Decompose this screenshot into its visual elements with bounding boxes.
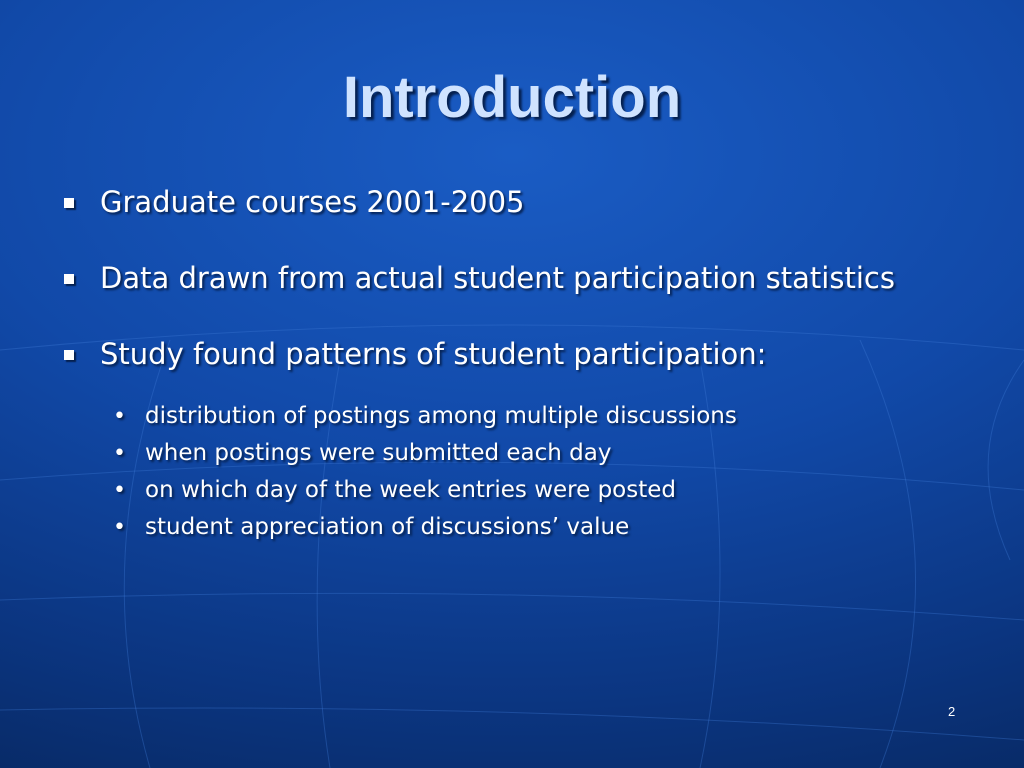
square-bullet-icon xyxy=(58,260,100,298)
bullet-text: Graduate courses 2001-2005 xyxy=(100,185,525,219)
bullet-text: Study found patterns of student participation: xyxy=(100,337,767,371)
sub-bullet-text: when postings were submitted each day xyxy=(145,440,612,466)
bullet-item xyxy=(58,184,958,222)
sub-bullet-text: student appreciation of discussions’ value xyxy=(145,514,630,540)
slide-title: Introduction xyxy=(342,65,682,130)
bullet-item xyxy=(58,336,958,374)
sub-bullet-list xyxy=(113,398,958,546)
dot-bullet-icon: • xyxy=(113,515,126,540)
square-bullet-icon xyxy=(58,184,100,222)
sub-bullet-item xyxy=(113,435,958,472)
sub-bullet-item xyxy=(113,398,958,435)
bullet-item xyxy=(58,260,958,298)
dot-bullet-icon: • xyxy=(113,478,126,503)
bullet-text: Data drawn from actual student participation statistics xyxy=(100,261,895,295)
sub-bullet-item xyxy=(113,472,958,509)
dot-bullet-icon: • xyxy=(113,441,126,466)
sub-bullet-text: distribution of postings among multiple discussions xyxy=(145,403,737,429)
bullet-list xyxy=(58,184,958,546)
dot-bullet-icon: • xyxy=(113,404,126,429)
sub-bullet-item xyxy=(113,509,958,546)
square-bullet-icon xyxy=(58,336,100,374)
page-number: 2 xyxy=(948,704,956,719)
sub-bullet-text: on which day of the week entries were posted xyxy=(145,477,676,503)
